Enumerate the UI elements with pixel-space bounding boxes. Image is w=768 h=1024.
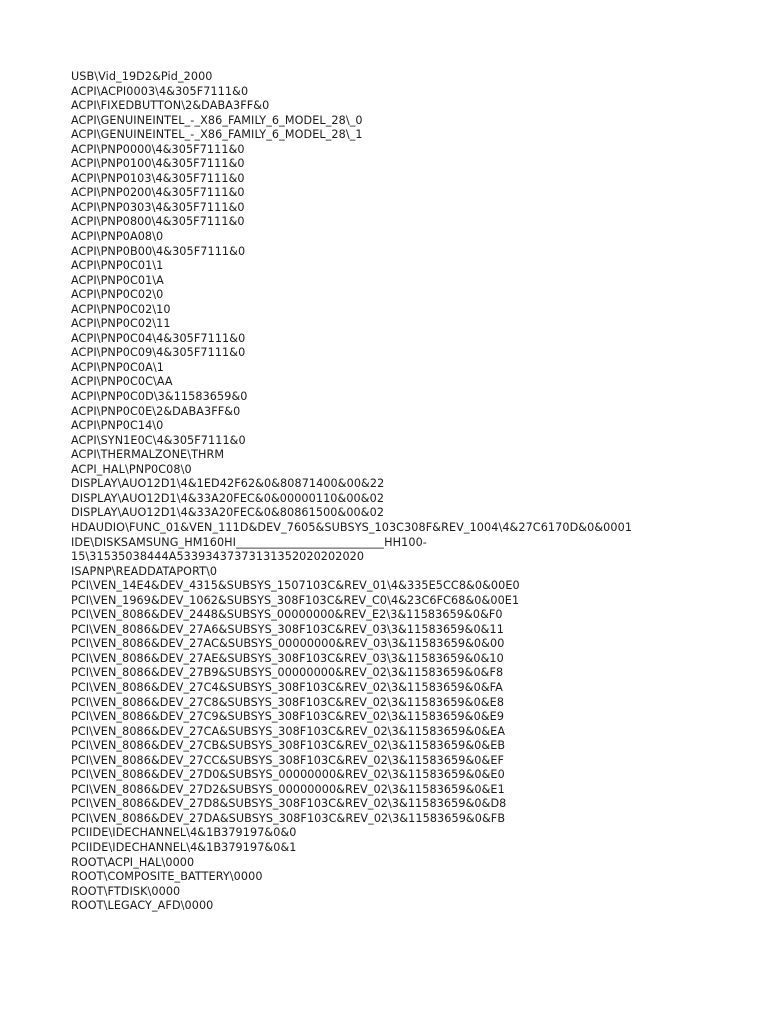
- device-id-line: ACPI\PNP0C0A\1: [71, 360, 164, 374]
- device-id-line: PCI\VEN_1969&DEV_1062&SUBSYS_308F103C&REV_C0\4&23C6FC68&0&00E1: [71, 593, 520, 607]
- device-id-line: PCI\VEN_8086&DEV_27CB&SUBSYS_308F103C&REV_02\3&11583659&0&EB: [71, 739, 506, 753]
- device-id-line: ACPI\PNP0C02\0: [71, 288, 164, 302]
- device-id-line: PCIIDE\IDECHANNEL\4&1B379197&0&1: [71, 840, 297, 854]
- device-id-line: ACPI\PNP0C02\11: [71, 317, 171, 331]
- device-id-line: ACPI\PNP0C02\10: [71, 302, 171, 316]
- device-id-line: ACPI\PNP0B00\4&305F7111&0: [71, 244, 246, 258]
- device-id-line: PCI\VEN_8086&DEV_27D8&SUBSYS_308F103C&REV_02\3&11583659&0&D8: [71, 797, 507, 811]
- device-id-line: ACPI\PNP0C01\1: [71, 259, 164, 273]
- device-id-line: PCI\VEN_8086&DEV_27B9&SUBSYS_00000000&REV_02\3&11583659&0&F8: [71, 666, 504, 680]
- device-id-line: ACPI\PNP0C09\4&305F7111&0: [71, 346, 246, 360]
- device-id-line: HDAUDIO\FUNC_01&VEN_111D&DEV_7605&SUBSYS_103C308F&REV_1004\4&27C6170D&0&0001: [71, 520, 633, 534]
- device-id-line: ACPI\THERMALZONE\THRM: [71, 448, 225, 462]
- device-id-line: PCI\VEN_8086&DEV_27C4&SUBSYS_308F103C&REV_02\3&11583659&0&FA: [71, 680, 503, 694]
- device-id-line: ACPI\PNP0100\4&305F7111&0: [71, 157, 245, 171]
- device-id-line: ROOT\COMPOSITE_BATTERY\0000: [71, 870, 263, 884]
- device-id-line: ROOT\LEGACY_AFD\0000: [71, 899, 214, 913]
- device-id-line: USB\Vid_19D2&Pid_2000: [71, 70, 213, 83]
- device-id-line: ACPI\PNP0800\4&305F7111&0: [71, 215, 245, 229]
- device-id-line: ROOT\ACPI_HAL\0000: [71, 855, 195, 869]
- device-id-line: PCI\VEN_8086&DEV_27C9&SUBSYS_308F103C&REV_02\3&11583659&0&E9: [71, 710, 505, 724]
- device-id-line: ACPI\PNP0C04\4&305F7111&0: [71, 331, 246, 345]
- device-id-line: PCI\VEN_14E4&DEV_4315&SUBSYS_1507103C&REV_01\4&335E5CC8&0&00E0: [71, 579, 520, 593]
- device-id-line: ACPI\PNP0C0D\3&11583659&0: [71, 390, 248, 404]
- device-id-line: DISPLAY\AUO12D1\4&33A20FEC&0&80861500&00&02: [71, 506, 385, 520]
- device-id-list: [71, 70, 632, 914]
- device-id-line: ACPI\ACPI0003\4&305F7111&0: [71, 84, 249, 98]
- device-id-line: PCI\VEN_8086&DEV_27A6&SUBSYS_308F103C&REV_03\3&11583659&0&11: [71, 622, 504, 636]
- device-id-line: DISPLAY\AUO12D1\4&33A20FEC&0&00000110&00&02: [71, 491, 385, 505]
- device-id-line: ACPI\PNP0103\4&305F7111&0: [71, 171, 245, 185]
- device-id-line: ACPI\SYN1E0C\4&305F7111&0: [71, 433, 246, 447]
- device-id-line: PCI\VEN_8086&DEV_27AC&SUBSYS_00000000&REV_03\3&11583659&0&00: [71, 637, 505, 651]
- device-id-line: ACPI\GENUINEINTEL_-_X86_FAMILY_6_MODEL_28\_1: [71, 128, 363, 142]
- device-id-line: PCI\VEN_8086&DEV_27C8&SUBSYS_308F103C&REV_02\3&11583659&0&E8: [71, 695, 505, 709]
- device-id-line: ROOT\FTDISK\0000: [71, 884, 181, 898]
- device-id-line: ACPI\PNP0C01\A: [71, 273, 164, 287]
- device-id-line: ISAPNP\READDATAPORT\0: [71, 564, 218, 578]
- device-id-line: DISPLAY\AUO12D1\4&1ED42F62&0&80871400&00&22: [71, 477, 385, 491]
- device-id-line: PCI\VEN_8086&DEV_27D2&SUBSYS_00000000&REV_02\3&11583659&0&E1: [71, 782, 505, 796]
- device-id-line: PCIIDE\IDECHANNEL\4&1B379197&0&0: [71, 826, 297, 840]
- device-id-line: ACPI_HAL\PNP0C08\0: [71, 462, 192, 476]
- device-id-line: PCI\VEN_8086&DEV_27CC&SUBSYS_308F103C&REV_02\3&11583659&0&EF: [71, 753, 505, 767]
- device-id-line: ACPI\GENUINEINTEL_-_X86_FAMILY_6_MODEL_28\_0: [71, 113, 363, 127]
- device-id-line: IDE\DISKSAMSUNG_HM160HI__________________________HH100-: [71, 535, 427, 549]
- device-id-line: PCI\VEN_8086&DEV_27D0&SUBSYS_00000000&REV_02\3&11583659&0&E0: [71, 768, 505, 782]
- device-id-line: PCI\VEN_8086&DEV_2448&SUBSYS_00000000&REV_E2\3&11583659&0&F0: [71, 608, 503, 622]
- device-id-line: ACPI\PNP0C14\0: [71, 419, 164, 433]
- device-id-line: PCI\VEN_8086&DEV_27DA&SUBSYS_308F103C&REV_02\3&11583659&0&FB: [71, 811, 506, 825]
- device-id-line: ACPI\FIXEDBUTTON\2&DABA3FF&0: [71, 99, 270, 113]
- device-id-line: ACPI\PNP0200\4&305F7111&0: [71, 186, 245, 200]
- device-id-line: ACPI\PNP0000\4&305F7111&0: [71, 142, 245, 156]
- device-id-line: ACPI\PNP0A08\0: [71, 230, 164, 244]
- device-id-line: 15\31535038444A53393437373131352020202020: [71, 550, 365, 564]
- device-id-line: ACPI\PNP0C0C\AA: [71, 375, 173, 389]
- device-id-line: ACPI\PNP0303\4&305F7111&0: [71, 200, 245, 214]
- device-id-line: PCI\VEN_8086&DEV_27CA&SUBSYS_308F103C&REV_02\3&11583659&0&EA: [71, 724, 506, 738]
- device-id-line: PCI\VEN_8086&DEV_27AE&SUBSYS_308F103C&REV_03\3&11583659&0&10: [71, 651, 504, 665]
- device-id-line: ACPI\PNP0C0E\2&DABA3FF&0: [71, 404, 241, 418]
